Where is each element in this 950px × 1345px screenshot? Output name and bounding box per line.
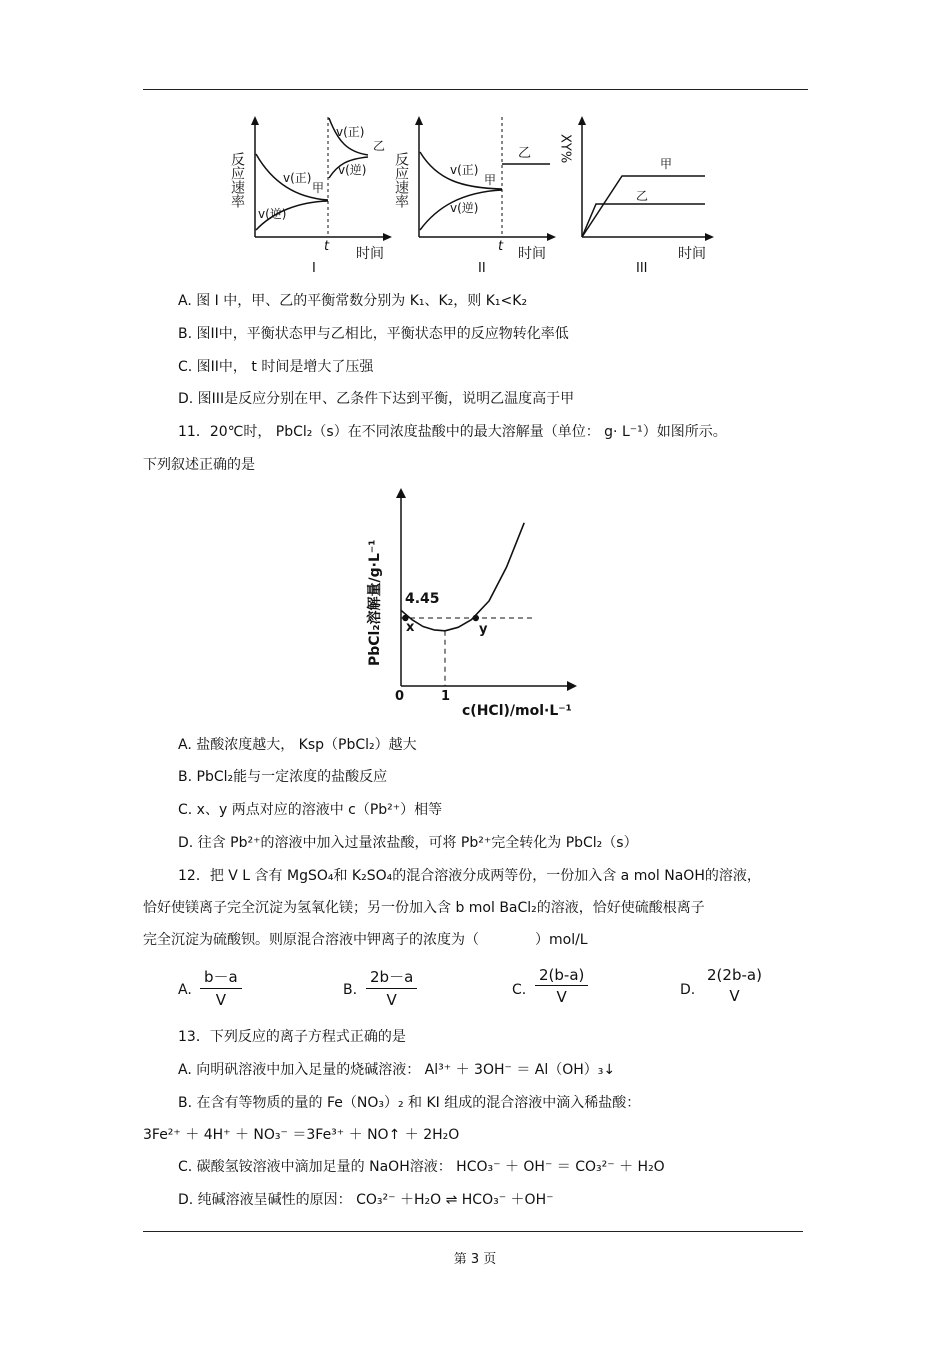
fig2-caption: II (478, 261, 486, 276)
figure-2-rate-time (392, 112, 562, 282)
q12-option-a-letter: A. (178, 982, 192, 998)
q13-option-d: D. 纯碱溶液呈碱性的原因： CO₃²⁻ ＋H₂O ⇌ HCO₃⁻ ＋OH⁻ (178, 1192, 554, 1208)
q12-option-a-num: b－a (200, 966, 242, 989)
q13-option-a: A. 向明矾溶液中加入足量的烧碱溶液： Al³⁺ ＋ 3OH⁻ ＝ Al（OH）₃↓ (178, 1062, 616, 1078)
fig1-caption: I (312, 261, 316, 276)
fig1-xlabel: 时间 (356, 246, 384, 262)
q12-option-b-den: V (386, 991, 397, 1009)
q12-option-c-fraction (535, 966, 588, 1006)
fig3-label-yi: 乙 (636, 189, 649, 203)
q12-option-c-num: 2(b-a) (535, 966, 588, 986)
chart-x-tick-0: 0 (395, 689, 405, 704)
chart-series-line (401, 523, 524, 631)
fig1-t-label: t (324, 239, 330, 254)
q11-option-a: A. 盐酸浓度越大， Ksp（PbCl₂）越大 (178, 737, 417, 753)
fig1-curve-rev-2: v(逆) (338, 163, 367, 177)
q12-option-d-den: V (729, 987, 740, 1005)
q13-option-c: C. 碳酸氢铵溶液中滴加足量的 NaOH溶液： HCO₃⁻ ＋ OH⁻ ＝ CO₃²⁻ ＋ H₂O (178, 1159, 665, 1175)
chart-ylabel: PbCl₂溶解量/g·L⁻¹ (367, 539, 383, 666)
fig2-label-yi: 乙 (518, 146, 532, 161)
q12-option-a-fraction (200, 966, 242, 1009)
chart-y-arrow (396, 488, 406, 498)
q12-option-c-den: V (556, 988, 567, 1006)
q13-stem: 13．下列反应的离子方程式正确的是 (178, 1029, 406, 1045)
fig2-curve-fwd: v(正) (450, 163, 479, 177)
q13-option-b-line2: 3Fe²⁺ ＋ 4H⁺ ＋ NO₃⁻ ＝3Fe³⁺ ＋ NO↑ ＋ 2H₂O (143, 1127, 460, 1143)
figure-3-percent-time (557, 112, 730, 282)
q11-stem-line1: 11．20℃时， PbCl₂（s）在不同浓度盐酸中的最大溶解量（单位： g· L⁻¹）如图所示。 (178, 424, 727, 440)
q12-option-d-fraction (703, 966, 766, 1005)
q12-option-c-letter: C. (512, 982, 527, 998)
q12-stem-line1: 12．把 V L 含有 MgSO₄和 K₂SO₄的混合溶液分成两等份，一份加入含 a mol NaOH的溶液， (178, 868, 761, 884)
q12-option-d-num: 2(2b-a) (707, 966, 762, 984)
q12-option-a-den: V (215, 991, 226, 1009)
q12-option-b-num: 2b－a (366, 966, 417, 989)
fig3-label-jia: 甲 (660, 157, 673, 171)
q12-option-b-fraction (366, 966, 417, 1009)
fig2-label-jia: 甲 (484, 173, 497, 187)
fig3-xlabel: 时间 (678, 246, 706, 262)
q11-option-d: D. 往含 Pb²⁺的溶液中加入过量浓盐酸，可将 Pb²⁺完全转化为 PbCl₂（s） (178, 835, 638, 851)
q10-option-d: D. 图III是反应分别在甲、乙条件下达到平衡，说明乙温度高于甲 (178, 391, 575, 407)
q13-option-b-line1: B. 在含有等物质的量的 Fe（NO₃）₂ 和 KI 组成的混合溶液中滴入稀盐酸： (178, 1095, 641, 1111)
q11-option-b: B. PbCl₂能与一定浓度的盐酸反应 (178, 769, 388, 785)
q11-solubility-chart (365, 486, 585, 718)
chart-point-x-label: x (406, 620, 415, 635)
q10-option-c: C. 图II中， t 时间是增大了压强 (178, 359, 374, 375)
fig1-ylabel: 反应速率 (229, 152, 245, 208)
fig2-xlabel: 时间 (518, 246, 546, 262)
chart-point-y-label: y (479, 622, 488, 637)
q12-option-d-letter: D. (680, 982, 696, 998)
fig2-curve-rev: v(逆) (450, 201, 479, 215)
chart-xlabel: c(HCl)/mol·L⁻¹ (462, 703, 572, 719)
q12-stem-line2: 恰好使镁离子完全沉淀为氢氧化镁；另一份加入含 b mol BaCl₂的溶液，恰好使硫酸根离子 (143, 900, 705, 916)
footer-rule (143, 1231, 803, 1232)
fig1-label-yi: 乙 (373, 139, 386, 153)
fig1-curve-fwd: v(正) (283, 171, 312, 185)
fig3-ylabel: XY% (557, 134, 573, 164)
fig1-label-jia: 甲 (312, 181, 325, 195)
chart-x-tick-1: 1 (441, 689, 451, 704)
q12-option-b-letter: B. (343, 982, 358, 998)
q12-stem-line3: 完全沉淀为硫酸钡。则原混合溶液中钾离子的浓度为（ ）mol/L (143, 932, 588, 948)
header-rule (143, 89, 808, 90)
fig2-t-label: t (498, 239, 504, 254)
fig1-curve-fwd-2: v(正) (336, 125, 365, 139)
page-number: 第 3 页 (453, 1252, 497, 1267)
fig1-curve-rev: v(逆) (258, 207, 287, 221)
chart-point-y (473, 615, 479, 621)
chart-x-arrow (567, 681, 577, 691)
q11-stem-line2: 下列叙述正确的是 (143, 457, 255, 473)
chart-y-annotation: 4.45 (405, 591, 440, 607)
q10-option-b: B. 图II中，平衡状态甲与乙相比，平衡状态甲的反应物转化率低 (178, 326, 569, 342)
figure-1-rate-time (228, 112, 398, 282)
q11-option-c: C. x、y 两点对应的溶液中 c（Pb²⁺）相等 (178, 802, 443, 818)
fig2-ylabel: 反应速率 (393, 152, 409, 208)
q10-option-a: A. 图 I 中，甲、乙的平衡常数分别为 K₁、K₂，则 K₁<K₂ (178, 293, 528, 309)
fig3-caption: III (636, 261, 648, 276)
